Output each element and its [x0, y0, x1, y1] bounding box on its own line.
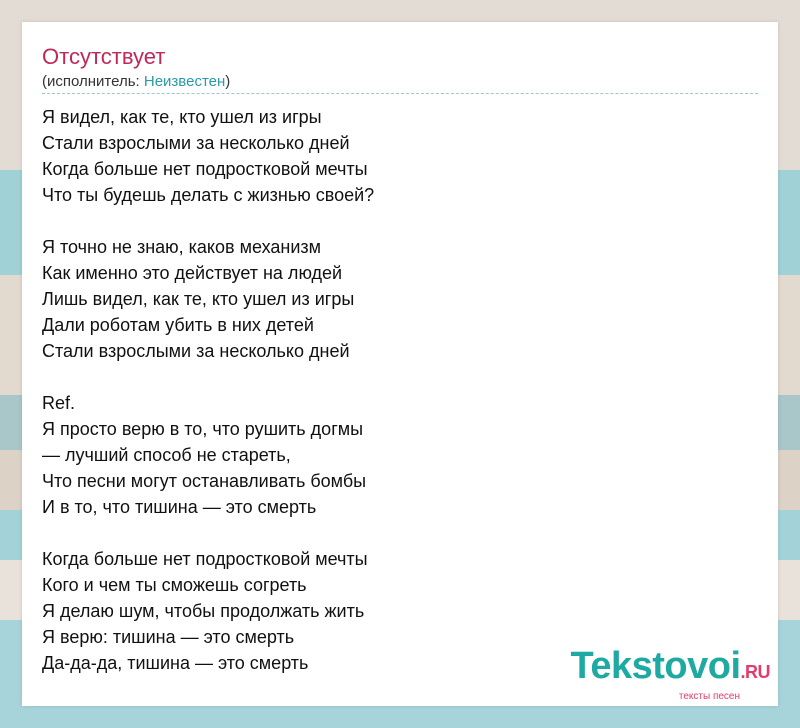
logo-name: Tekstovoi: [570, 645, 741, 687]
lyric-line: Я просто верю в то, что рушить догмы: [42, 419, 364, 439]
lyric-line: Да-да-да, тишина — это смерть: [42, 653, 309, 673]
lyric-line: Кого и чем ты сможешь согреть: [42, 575, 307, 595]
lyric-line: Дали роботам убить в них детей: [42, 315, 314, 335]
lyric-line: Когда больше нет подростковой мечты: [42, 549, 368, 569]
lyrics-card: [22, 22, 778, 706]
lyric-blank-line: [42, 208, 758, 234]
lyric-blank-line: [42, 364, 758, 390]
lyric-line: Я точно не знаю, каков механизм: [42, 237, 321, 257]
artist-prefix: (исполнитель:: [42, 73, 144, 90]
lyric-line: Я верю: тишина — это смерть: [42, 627, 295, 647]
artist-line: [42, 72, 230, 92]
lyrics-text: [42, 104, 758, 676]
logo-tagline: тексты песен: [678, 691, 740, 702]
artist-link[interactable]: Неизвестен: [143, 73, 226, 90]
divider: [42, 93, 758, 94]
lyric-blank-line: [42, 520, 758, 546]
lyric-line: Я делаю шум, чтобы продолжать жить: [42, 601, 365, 621]
lyric-line: Что ты будешь делать с жизнью своей?: [42, 185, 375, 205]
lyric-line: Стали взрослыми за несколько дней: [42, 341, 350, 361]
lyric-line: Ref.: [42, 393, 76, 413]
logo-tld: .RU: [740, 662, 770, 682]
lyric-line: Я видел, как те, кто ушел из игры: [42, 107, 322, 127]
logo-wordmark: [570, 647, 770, 691]
lyric-line: — лучший способ не стареть,: [42, 445, 291, 465]
lyric-line: И в то, что тишина — это смерть: [42, 497, 317, 517]
lyric-line: Стали взрослыми за несколько дней: [42, 133, 350, 153]
lyric-line: Что песни могут останавливать бомбы: [42, 471, 367, 491]
lyric-line: Как именно это действует на людей: [42, 263, 343, 283]
site-logo[interactable]: [570, 647, 770, 702]
lyric-line: Лишь видел, как те, кто ушел из игры: [42, 289, 355, 309]
artist-suffix: ): [225, 73, 231, 90]
lyric-line: Когда больше нет подростковой мечты: [42, 159, 368, 179]
song-title: Отсутствует: [42, 44, 166, 69]
